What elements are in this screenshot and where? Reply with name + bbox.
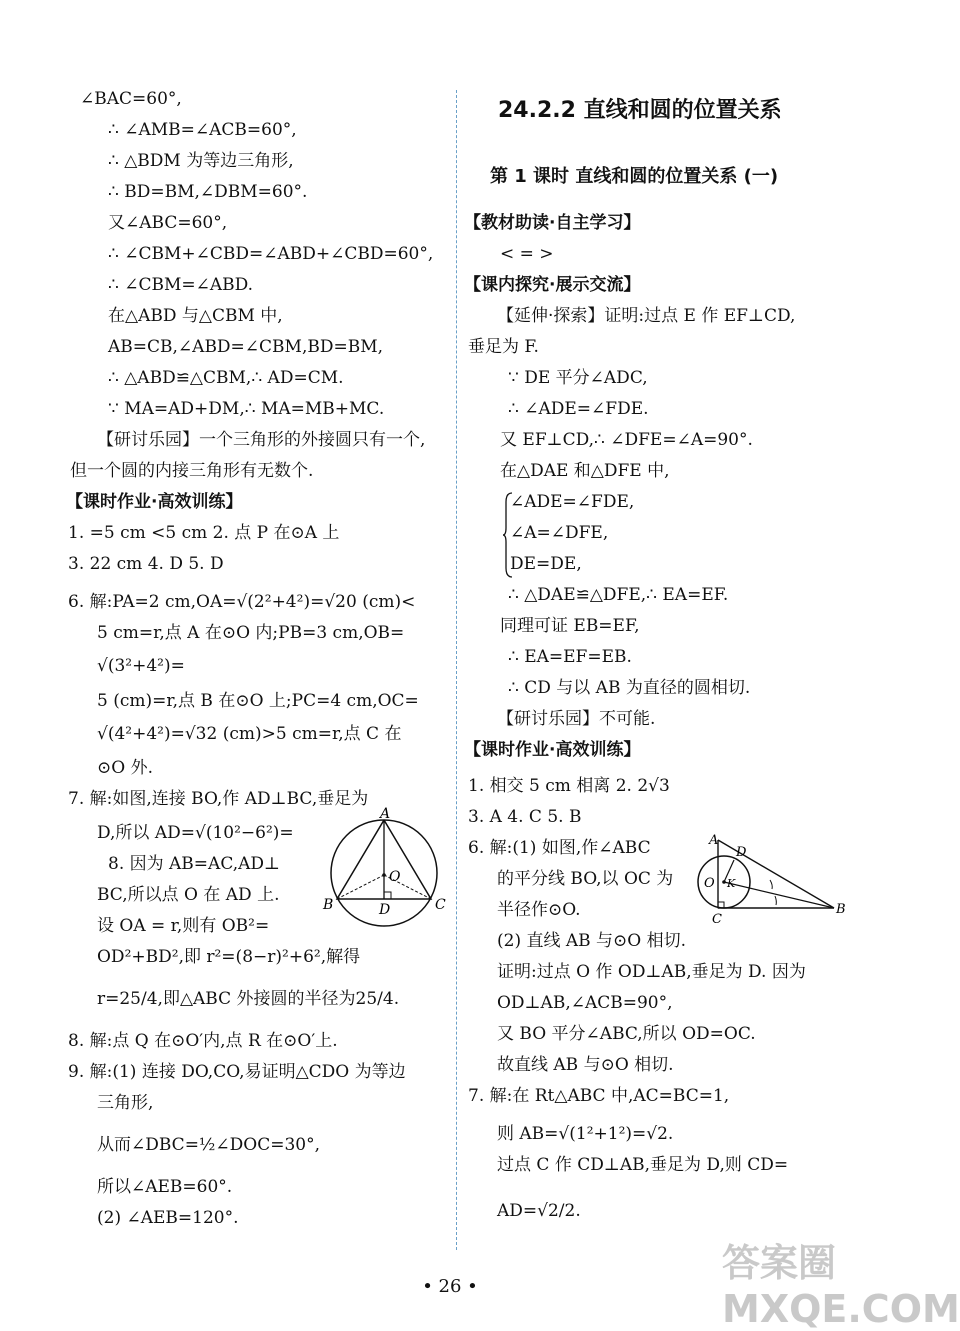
right-text-line: ∠ADE=∠FDE, bbox=[510, 492, 635, 512]
left-text-line: √(3²+4²)= bbox=[97, 656, 185, 676]
label-b-2: B bbox=[836, 902, 846, 917]
right-text-line: 证明:过点 O 作 OD⊥AB,垂足为 D. 因为 bbox=[497, 962, 806, 982]
label-o: O bbox=[389, 869, 401, 885]
label-b: B bbox=[323, 897, 334, 913]
column-divider bbox=[456, 90, 457, 1250]
right-text-line: ∴ ∠ADE=∠FDE. bbox=[508, 399, 649, 419]
lesson-heading: 第 1 课时 直线和圆的位置关系 (一) bbox=[490, 166, 779, 187]
left-text-line: 5 (cm)=r,点 B 在⊙O 上;PC=4 cm,OC= bbox=[97, 691, 419, 711]
label-c: C bbox=[435, 897, 446, 913]
left-text-line: 【课时作业·高效训练】 bbox=[66, 492, 243, 512]
left-text-line: ∠BAC=60°, bbox=[80, 89, 182, 109]
right-text-line: OD⊥AB,∠ACB=90°, bbox=[497, 993, 673, 1013]
left-text-line: ∴ ∠CBM+∠CBD=∠ABD+∠CBD=60°, bbox=[108, 244, 434, 264]
right-text-line: 同理可证 EB=EF, bbox=[500, 616, 640, 636]
left-text-line: 三角形, bbox=[97, 1093, 154, 1113]
left-text-line: 所以∠AEB=60°. bbox=[97, 1177, 233, 1197]
left-text-line: r=25/4,即△ABC 外接圆的半径为25/4. bbox=[97, 989, 400, 1009]
right-text-line: ∴ CD 与以 AB 为直径的圆相切. bbox=[508, 678, 751, 698]
left-text-line: 1. =5 cm <5 cm 2. 点 P 在⊙A 上 bbox=[68, 523, 340, 543]
label-d-2: D bbox=[736, 845, 747, 860]
right-text-line: 【研讨乐园】不可能. bbox=[497, 709, 656, 729]
right-text-line: DE=DE, bbox=[510, 554, 582, 574]
left-text-line: 3. 22 cm 4. D 5. D bbox=[68, 554, 224, 574]
label-a-2: A bbox=[709, 833, 719, 848]
right-text-line: 垂足为 F. bbox=[468, 337, 539, 357]
right-text-line: 则 AB=√(1²+1²)=√2. bbox=[497, 1124, 674, 1144]
left-text-line: D,所以 AD=√(10²−6²)= bbox=[97, 823, 294, 843]
watermark: 答案圈 MXQE.COM bbox=[722, 1241, 960, 1331]
right-text-line: ∠A=∠DFE, bbox=[510, 523, 609, 543]
left-text-line: 又∠ABC=60°, bbox=[108, 213, 228, 233]
left-text-line: 5 cm=r,点 A 在⊙O 内;PB=3 cm,OB= bbox=[97, 623, 405, 643]
label-a: A bbox=[380, 806, 391, 822]
right-text-line: 过点 C 作 CD⊥AB,垂足为 D,则 CD= bbox=[497, 1155, 789, 1175]
right-text-line: 【课内探究·展示交流】 bbox=[464, 275, 641, 295]
left-text-line: ⊙O 外. bbox=[97, 758, 153, 778]
right-text-line: ∵ DE 平分∠ADC, bbox=[508, 368, 648, 388]
right-text-line: 在△DAE 和△DFE 中, bbox=[500, 461, 670, 481]
left-text-line: 但一个圆的内接三角形有无数个. bbox=[70, 461, 314, 481]
left-text-line: 【研讨乐园】一个三角形的外接圆只有一个, bbox=[97, 430, 426, 450]
left-text-line: (2) ∠AEB=120°. bbox=[97, 1208, 239, 1228]
tangent-circle-figure bbox=[700, 834, 850, 926]
left-text-line: ∴ △BDM 为等边三角形, bbox=[108, 151, 294, 171]
right-text-line: 的平分线 BO,以 OC 为 bbox=[497, 869, 674, 889]
left-text-line: ∵ MA=AD+DM,∴ MA=MB+MC. bbox=[108, 399, 385, 419]
right-text-line: 7. 解:在 Rt△ABC 中,AC=BC=1, bbox=[468, 1086, 730, 1106]
left-text-line: 9. 解:(1) 连接 DO,CO,易证明△CDO 为等边 bbox=[68, 1062, 406, 1082]
right-text-line: 6. 解:(1) 如图,作∠ABC bbox=[468, 838, 651, 858]
right-text-line: (2) 直线 AB 与⊙O 相切. bbox=[497, 931, 687, 951]
right-text-line: ∴ △DAE≌△DFE,∴ EA=EF. bbox=[508, 585, 729, 605]
right-text-line: 3. A 4. C 5. B bbox=[468, 807, 582, 827]
left-text-line: √(4²+4²)=√32 (cm)>5 cm=r,点 C 在 bbox=[97, 724, 402, 744]
left-text-line: 8. 解:点 Q 在⊙O′内,点 R 在⊙O′上. bbox=[68, 1031, 338, 1051]
left-text-line: AB=CB,∠ABD=∠CBM,BD=BM, bbox=[108, 337, 384, 357]
right-text-line: 【延伸·探索】证明:过点 E 作 EF⊥CD, bbox=[497, 306, 796, 326]
left-text-line: 8. 因为 AB=AC,AD⊥ bbox=[108, 854, 281, 874]
section-heading: 24.2.2 直线和圆的位置关系 bbox=[498, 98, 782, 123]
left-text-line: ∴ △ABD≌△CBM,∴ AD=CM. bbox=[108, 368, 344, 388]
left-text-line: 设 OA = r,则有 OB²= bbox=[97, 916, 270, 936]
right-text-line: 半径作⊙O. bbox=[497, 900, 581, 920]
triangle-circle-figure bbox=[318, 806, 458, 930]
left-text-line: BC,所以点 O 在 AD 上. bbox=[97, 885, 280, 905]
system-brace bbox=[503, 492, 513, 578]
label-o-2: O bbox=[704, 876, 715, 891]
page-number: • 26 • bbox=[422, 1276, 478, 1297]
right-text-line: 【教材助读·自主学习】 bbox=[464, 213, 641, 233]
label-c-2: C bbox=[712, 912, 722, 927]
label-k: K bbox=[727, 877, 736, 890]
right-text-line: 【课时作业·高效训练】 bbox=[464, 740, 641, 760]
right-text-line: 故直线 AB 与⊙O 相切. bbox=[497, 1055, 674, 1075]
right-text-line: ∴ EA=EF=EB. bbox=[508, 647, 632, 667]
right-text-line: 又 BO 平分∠ABC,所以 OD=OC. bbox=[497, 1024, 756, 1044]
label-d: D bbox=[379, 902, 391, 918]
left-text-line: ∴ ∠CBM=∠ABD. bbox=[108, 275, 254, 295]
left-text-line: ∴ ∠AMB=∠ACB=60°, bbox=[108, 120, 297, 140]
left-text-line: 6. 解:PA=2 cm,OA=√(2²+4²)=√20 (cm)< bbox=[68, 592, 416, 612]
left-text-line: ∴ BD=BM,∠DBM=60°. bbox=[108, 182, 308, 202]
left-text-line: 在△ABD 与△CBM 中, bbox=[108, 306, 283, 326]
right-text-line: 1. 相交 5 cm 相离 2. 2√3 bbox=[468, 776, 670, 796]
left-text-line: OD²+BD²,即 r²=(8−r)²+6²,解得 bbox=[97, 947, 361, 967]
left-text-line: 7. 解:如图,连接 BO,作 AD⊥BC,垂足为 bbox=[68, 789, 369, 809]
right-text-line: AD=√2/2. bbox=[497, 1201, 581, 1221]
right-text-line: 又 EF⊥CD,∴ ∠DFE=∠A=90°. bbox=[500, 430, 753, 450]
right-text-line: < = > bbox=[500, 244, 554, 264]
left-text-line: 从而∠DBC=½∠DOC=30°, bbox=[97, 1135, 321, 1155]
